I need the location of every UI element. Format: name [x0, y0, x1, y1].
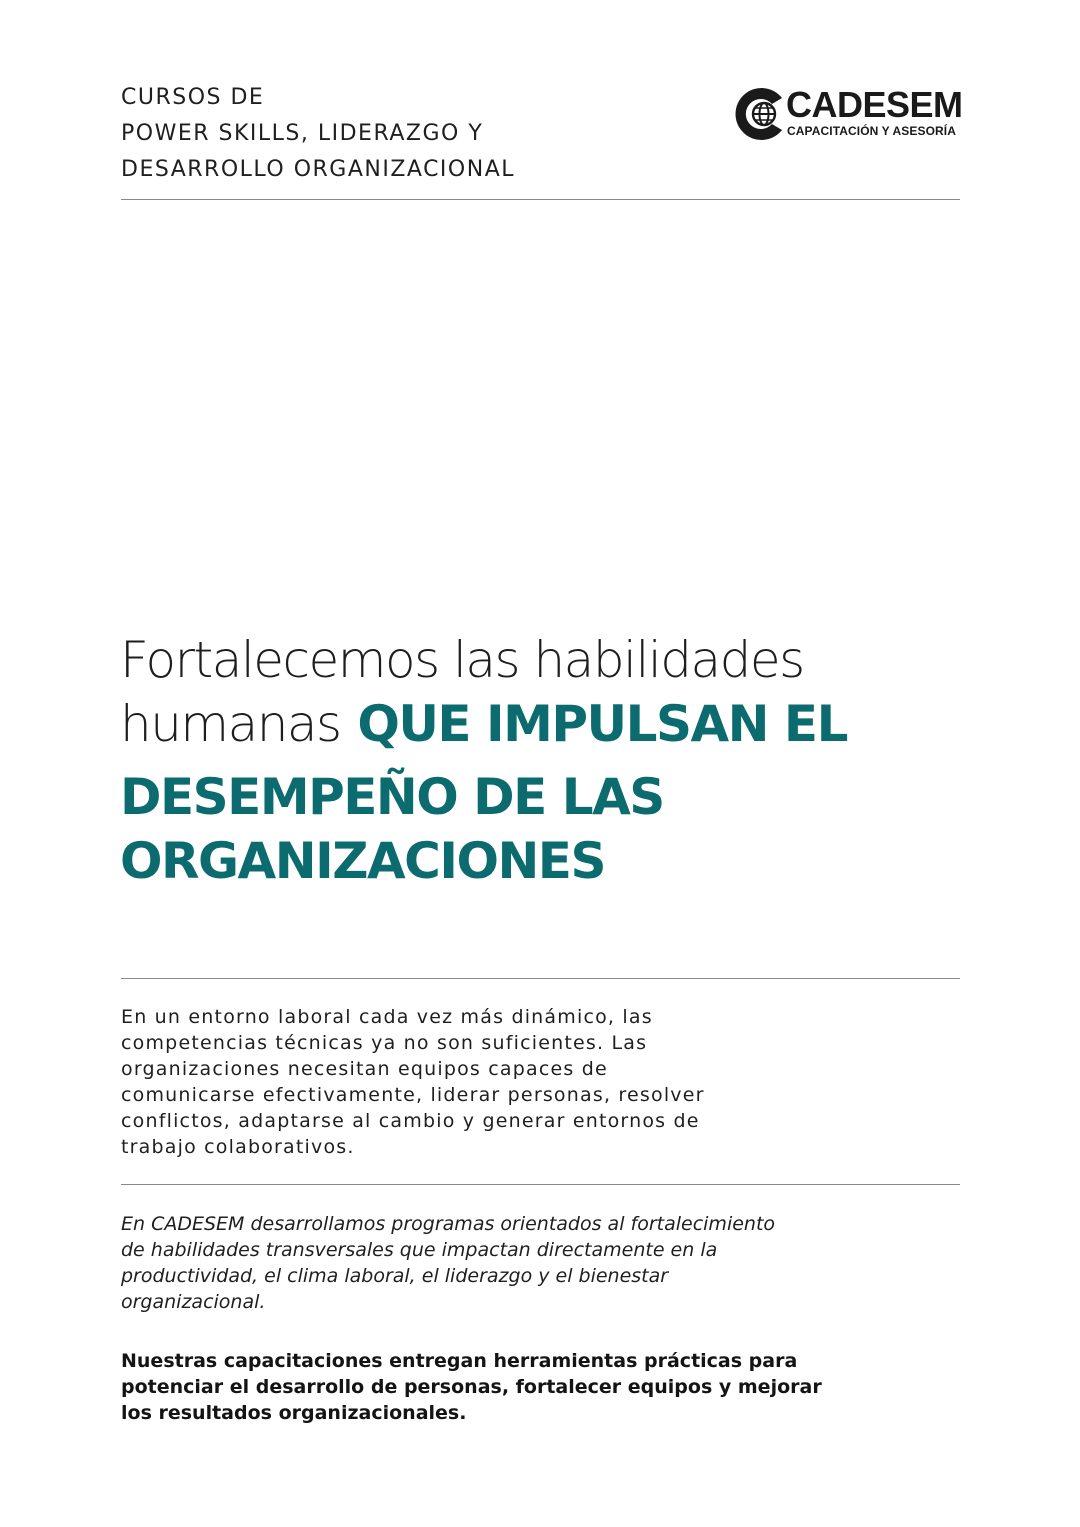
italic-line: En CADESEM desarrollamos programas orientados al fortalecimiento [121, 1213, 776, 1235]
header-title-line-3: DESARROLLO ORGANIZACIONAL [121, 157, 516, 182]
section-divider-2 [121, 1184, 960, 1185]
intro-line: En un entorno laboral cada vez más dinámico, las [121, 1006, 653, 1028]
logo-wordmark: CADESEM [786, 84, 963, 125]
intro-paragraph [121, 1004, 911, 1160]
intro-line: trabajo colaborativos. [121, 1136, 355, 1158]
header-title-line-1: CURSOS DE [121, 85, 265, 110]
intro-line: organizaciones necesitan equipos capaces de [121, 1058, 608, 1080]
bold-line: Nuestras capacitaciones entregan herramientas prácticas para [121, 1350, 798, 1372]
header-divider [121, 199, 960, 200]
headline-accent-line-2: QUE IMPULSAN EL [357, 695, 847, 753]
italic-paragraph [121, 1211, 911, 1315]
headline-light-line-2: humanas [120, 695, 341, 753]
bold-line: los resultados organizacionales. [121, 1402, 467, 1424]
intro-line: conflictos, adaptarse al cambio y generar entornos de [121, 1110, 700, 1132]
intro-line: comunicarse efectivamente, liderar personas, resolver [121, 1084, 705, 1106]
italic-line: organizacional. [121, 1291, 266, 1313]
bold-paragraph [121, 1348, 911, 1426]
section-divider-1 [121, 978, 960, 979]
globe-c-logo-icon [730, 84, 790, 144]
header-title-line-2: POWER SKILLS, LIDERAZGO Y [121, 121, 484, 146]
italic-line: productividad, el clima laboral, el liderazgo y el bienestar [121, 1265, 669, 1287]
headline-light-line-1: Fortalecemos las habilidades [120, 631, 804, 689]
logo-tagline: CAPACITACIÓN Y ASESORÍA [787, 124, 956, 138]
headline-accent-line-4: ORGANIZACIONES [120, 832, 605, 890]
page-header-title [121, 80, 641, 188]
headline-accent-line-3: DESEMPEÑO DE LAS [120, 768, 664, 826]
bold-line: potenciar el desarrollo de personas, fortalecer equipos y mejorar [121, 1376, 822, 1398]
headline-line-2 [120, 692, 980, 765]
intro-line: competencias técnicas ya no son suficientes. Las [121, 1032, 648, 1054]
italic-line: de habilidades transversales que impactan directamente en la [121, 1239, 718, 1261]
headline [120, 628, 980, 893]
cadesem-logo [730, 84, 962, 146]
